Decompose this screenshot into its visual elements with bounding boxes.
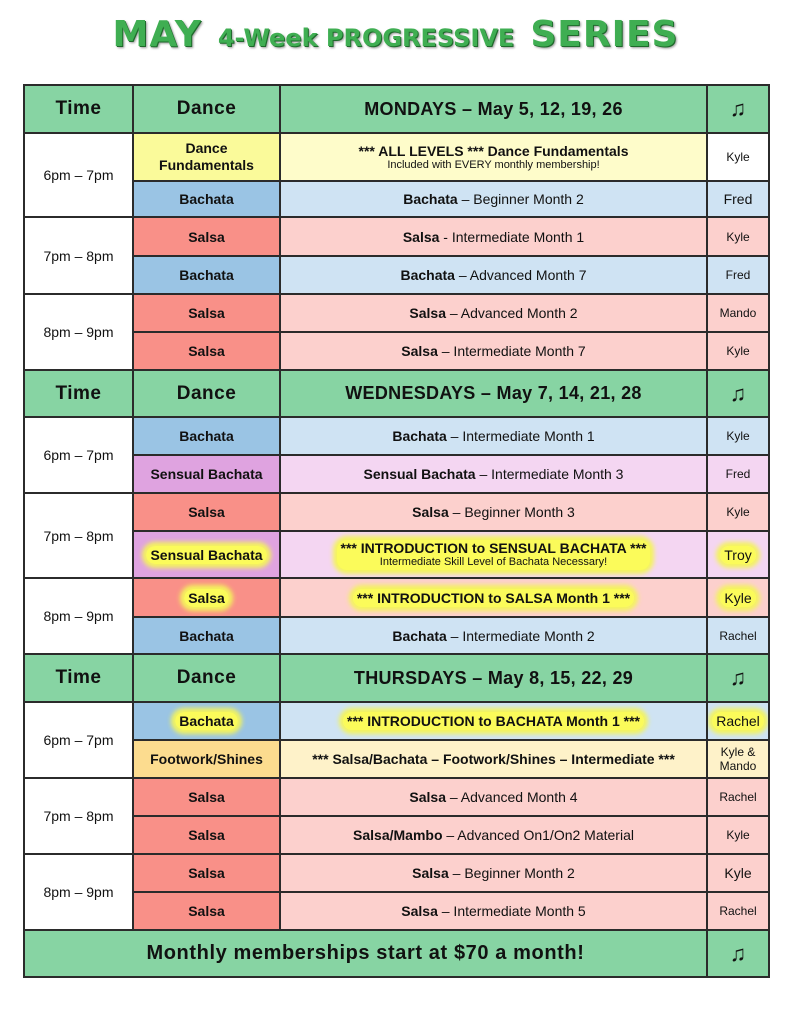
time-slot: 8pm – 9pm [24, 854, 133, 930]
instructor-cell: Fred [707, 256, 769, 294]
dance-cell: Sensual Bachata [133, 455, 280, 493]
monday-header-row [24, 85, 769, 133]
time-slot: 8pm – 9pm [24, 578, 133, 654]
music-note-icon: ♫ [707, 85, 769, 133]
dance-cell: Salsa [133, 854, 280, 892]
instructor-cell: Kyle [707, 854, 769, 892]
page-title [0, 14, 791, 55]
description-title: *** ALL LEVELS *** Dance Fundamentals [358, 142, 629, 159]
dance-cell: Salsa [133, 217, 280, 256]
class-row [24, 256, 769, 294]
music-note-icon: ♫ [707, 370, 769, 417]
membership-price-banner: Monthly memberships start at $70 a month! [24, 930, 707, 977]
dance-cell: Salsa [133, 493, 280, 531]
dance-column-header: Dance [133, 85, 280, 133]
class-row [24, 854, 769, 892]
dance-cell: Salsa [133, 816, 280, 854]
dance-cell [133, 702, 280, 740]
dance-column-header: Dance [133, 654, 280, 702]
class-description: Bachata – Intermediate Month 1 [280, 417, 707, 455]
class-description [280, 133, 707, 181]
class-description: Salsa – Advanced Month 2 [280, 294, 707, 332]
class-row [24, 417, 769, 455]
class-row [24, 778, 769, 816]
instructor-cell: Kyle [707, 578, 769, 617]
time-slot: 6pm – 7pm [24, 417, 133, 493]
music-note-icon: ♫ [707, 930, 769, 977]
music-note-icon: ♫ [707, 654, 769, 702]
instructor-cell: Mando [707, 294, 769, 332]
class-row [24, 617, 769, 654]
class-description [280, 531, 707, 578]
class-row [24, 702, 769, 740]
dance-cell: Dance Fundamentals [133, 133, 280, 181]
instructor-cell: Rachel [707, 702, 769, 740]
dance-cell: Salsa [133, 294, 280, 332]
dance-cell: Salsa [133, 778, 280, 816]
instructor-cell: Fred [707, 455, 769, 493]
class-row [24, 892, 769, 930]
instructor-cell: Kyle [707, 493, 769, 531]
dance-cell: Salsa [133, 332, 280, 370]
instructor-cell: Kyle [707, 133, 769, 181]
class-row [24, 740, 769, 778]
highlighted-dance: Bachata [175, 712, 237, 730]
class-row [24, 531, 769, 578]
highlighted-dance: Salsa [184, 589, 229, 607]
dance-cell: Bachata [133, 256, 280, 294]
footer-row [24, 930, 769, 977]
schedule-table [23, 84, 770, 978]
class-row [24, 294, 769, 332]
wednesday-day-header: WEDNESDAYS – May 7, 14, 21, 28 [280, 370, 707, 417]
highlighted-description: *** INTRODUCTION to SENSUAL BACHATA *** Intermediate Skill Level of Bachata Necessary! [337, 540, 651, 570]
time-slot: 8pm – 9pm [24, 294, 133, 370]
wednesday-header-row [24, 370, 769, 417]
dance-cell: Footwork/Shines [133, 740, 280, 778]
class-description: Salsa – Advanced Month 4 [280, 778, 707, 816]
class-row [24, 578, 769, 617]
instructor-cell: Kyle & Mando [707, 740, 769, 778]
title-month: MAY [112, 14, 202, 55]
class-description: Salsa – Beginner Month 3 [280, 493, 707, 531]
highlighted-dance: Sensual Bachata [146, 546, 266, 564]
class-description: Salsa/Mambo – Advanced On1/On2 Material [280, 816, 707, 854]
class-row [24, 181, 769, 217]
dance-cell: Bachata [133, 417, 280, 455]
description-note: Included with EVERY monthly membership! [387, 158, 600, 171]
class-description: Sensual Bachata – Intermediate Month 3 [280, 455, 707, 493]
class-description: Bachata – Beginner Month 2 [280, 181, 707, 217]
instructor-cell: Rachel [707, 617, 769, 654]
time-column-header: Time [24, 370, 133, 417]
class-row [24, 493, 769, 531]
class-row [24, 133, 769, 181]
class-description: Bachata – Intermediate Month 2 [280, 617, 707, 654]
time-slot: 7pm – 8pm [24, 778, 133, 854]
class-description: Salsa – Beginner Month 2 [280, 854, 707, 892]
class-description: Salsa – Intermediate Month 5 [280, 892, 707, 930]
time-slot: 6pm – 7pm [24, 702, 133, 778]
highlighted-description: *** INTRODUCTION to SALSA Month 1 *** [353, 589, 634, 607]
monday-day-header: MONDAYS – May 5, 12, 19, 26 [280, 85, 707, 133]
dance-cell: Bachata [133, 181, 280, 217]
time-slot: 7pm – 8pm [24, 493, 133, 578]
time-slot: 6pm – 7pm [24, 133, 133, 217]
title-weeks: 4-Week PROGRESSIVE [217, 24, 515, 52]
thursday-header-row [24, 654, 769, 702]
instructor-cell: Rachel [707, 778, 769, 816]
dance-cell [133, 531, 280, 578]
class-row [24, 455, 769, 493]
class-row [24, 217, 769, 256]
instructor-cell: Fred [707, 181, 769, 217]
time-column-header: Time [24, 654, 133, 702]
class-row [24, 816, 769, 854]
dance-column-header: Dance [133, 370, 280, 417]
class-row [24, 332, 769, 370]
class-description: Bachata – Advanced Month 7 [280, 256, 707, 294]
class-description: Salsa – Intermediate Month 7 [280, 332, 707, 370]
title-series: SERIES [530, 14, 679, 55]
instructor-cell: Kyle [707, 332, 769, 370]
thursday-day-header: THURSDAYS – May 8, 15, 22, 29 [280, 654, 707, 702]
dance-cell: Salsa [133, 892, 280, 930]
class-description [280, 578, 707, 617]
dance-cell [133, 578, 280, 617]
dance-cell: Bachata [133, 617, 280, 654]
class-description: *** Salsa/Bachata – Footwork/Shines – Intermediate *** [280, 740, 707, 778]
instructor-cell: Kyle [707, 816, 769, 854]
class-description [280, 702, 707, 740]
instructor-cell: Troy [707, 531, 769, 578]
time-slot: 7pm – 8pm [24, 217, 133, 294]
highlighted-description: *** INTRODUCTION to BACHATA Month 1 *** [343, 712, 644, 730]
instructor-cell: Kyle [707, 217, 769, 256]
instructor-cell: Rachel [707, 892, 769, 930]
instructor-cell: Kyle [707, 417, 769, 455]
class-description: Salsa - Intermediate Month 1 [280, 217, 707, 256]
time-column-header: Time [24, 85, 133, 133]
